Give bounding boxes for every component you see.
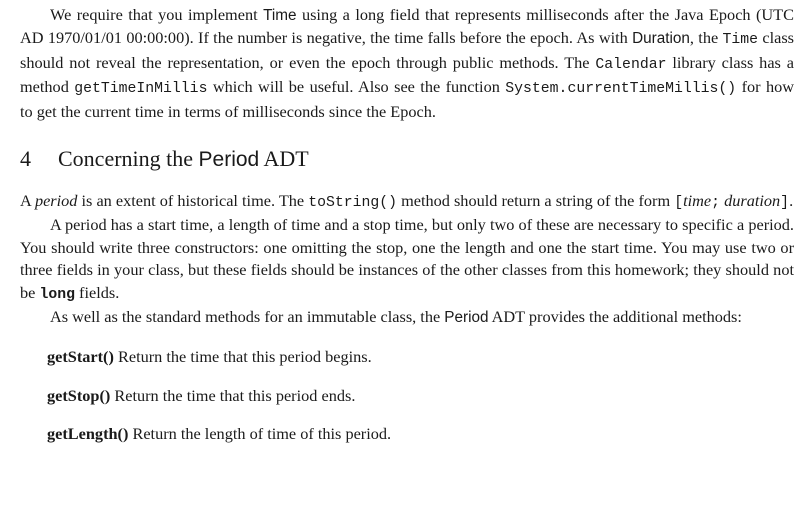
code-long: long: [39, 286, 75, 303]
paragraph-period-definition: [20, 190, 794, 214]
method-name: getStart(): [47, 347, 114, 367]
text-span: using a long field that represents milliseconds after the Java Epoch (UTC AD 1970/01/01 00:00:00). If the number is negative, the time falls before the epoch. As with: [20, 5, 794, 48]
emphasis-duration: duration: [724, 191, 781, 211]
section-title-part: Concerning the: [58, 146, 199, 172]
text-span: A period has a start time, a length of time and a stop time, but only two of these are necessary to specific a period. You should write three constructors: one omitting the stop, one the length and one the start time. You may use two or three fields in your class, but these fields should be instances of the other classes from this homework; they should not be: [20, 215, 794, 302]
text-span: ADT provides the additional methods:: [488, 307, 742, 327]
method-description: Return the time that this period ends.: [114, 385, 356, 405]
class-name-duration: Duration: [632, 30, 690, 48]
method-item: [47, 346, 794, 385]
class-name-period: Period: [444, 309, 489, 327]
paragraph-additional-methods: [20, 306, 794, 329]
text-span: fields.: [74, 282, 120, 302]
text-span: is an extent of historical time. The: [77, 191, 309, 211]
section-title-part: ADT: [259, 146, 309, 172]
section-title-period: Period: [198, 148, 260, 172]
section-number: 4: [20, 146, 31, 172]
code-gettimeinmillis: getTimeInMillis: [74, 81, 208, 98]
code-tostring: toString(): [308, 195, 397, 212]
section-heading: [20, 145, 794, 174]
text-span: method should return a string of the form: [397, 191, 675, 211]
text-span: library class has a method: [20, 52, 795, 97]
text-span: A: [20, 191, 35, 211]
method-description: Return the time that this period begins.: [117, 347, 372, 367]
method-description: Return the length of time of this period.: [132, 424, 392, 444]
emphasis-period: period: [34, 191, 78, 211]
code-calendar: Calendar: [595, 56, 667, 73]
text-span: As well as the standard methods for an immutable class, the: [50, 307, 445, 327]
method-name: getLength(): [47, 424, 129, 444]
code-semicolon: ;: [711, 195, 720, 212]
emphasis-time: time: [683, 191, 712, 211]
method-item: [47, 423, 794, 462]
code-time: Time: [722, 32, 759, 49]
code-system-currenttimemillis: System.currentTimeMillis(): [505, 81, 737, 98]
text-span: for how to get the current time in terms of milliseconds since the Epoch.: [20, 77, 794, 121]
text-span: which will be useful. Also see the function: [207, 77, 506, 97]
method-list: [20, 346, 794, 462]
method-item: [47, 385, 794, 424]
text-span: .: [789, 191, 794, 211]
code-bracket-close: ]: [780, 195, 790, 212]
document-page: [20, 4, 794, 462]
code-bracket-open: [: [674, 195, 684, 212]
class-name-time: Time: [263, 7, 297, 24]
text-span: We require that you implement: [50, 5, 264, 24]
text-span: , the: [689, 28, 723, 48]
text-span: class should not reveal the representation, or even the epoch through public methods. The: [20, 28, 794, 72]
method-name: getStop(): [47, 385, 111, 405]
paragraph-constructors: [20, 214, 794, 306]
paragraph-time-implementation: [20, 4, 794, 123]
